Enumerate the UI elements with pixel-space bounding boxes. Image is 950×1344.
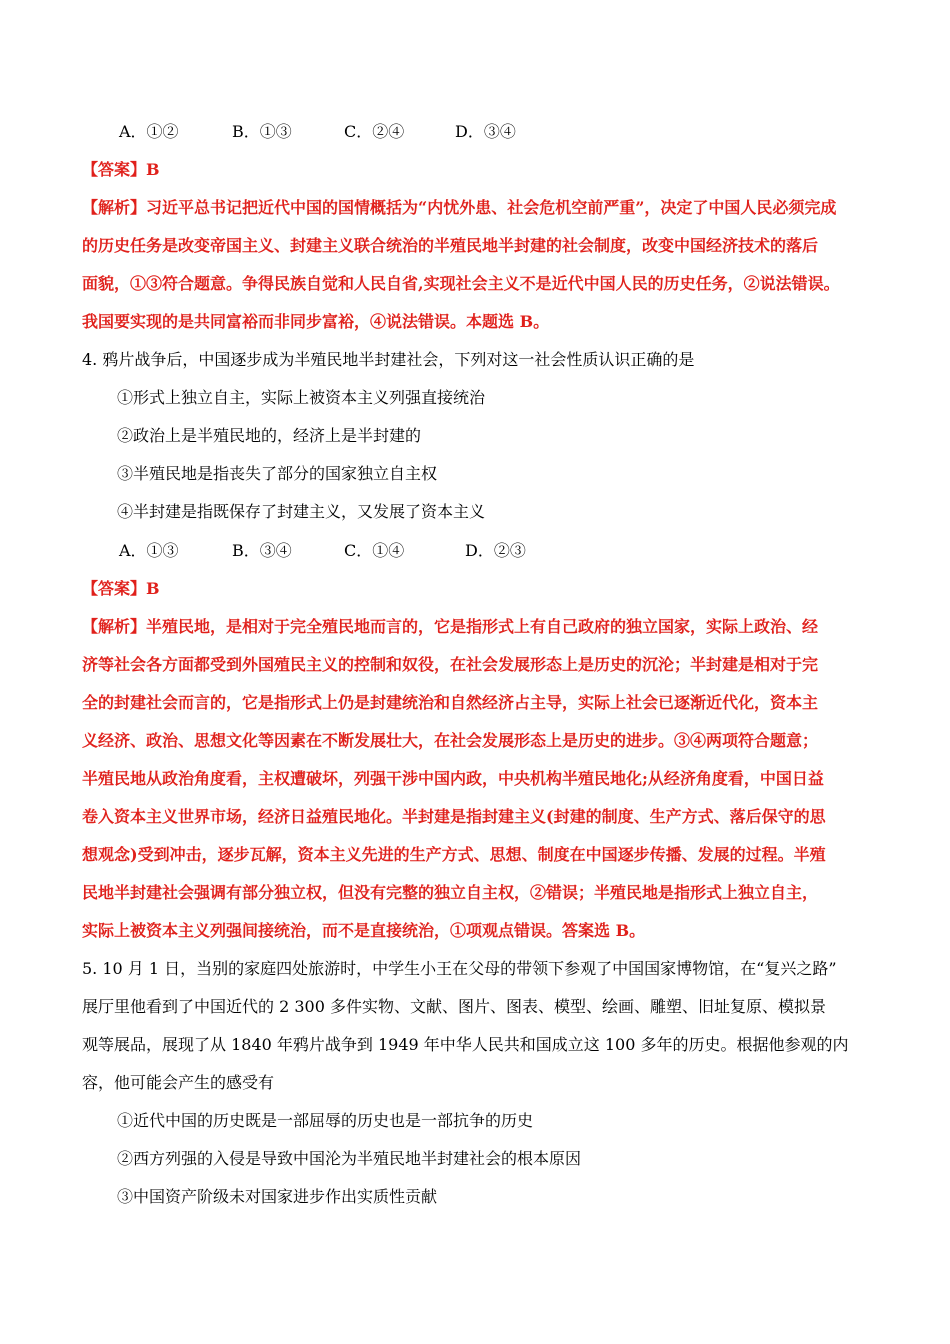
q4-analysis-line: 卷入资本主义世界市场，经济日益殖民地化。半封建是指封建主义(封建的制度、生产方式、落后保守的思	[82, 807, 826, 826]
q4-analysis-line: 义经济、政治、思想文化等因素在不断发展壮大，在社会发展形态上是历史的进步。③④两项符合题意；	[82, 731, 819, 750]
q4-analysis-line: 实际上被资本主义列强间接统治，而不是直接统治，①项观点错误。答案选 B。	[82, 921, 646, 940]
q5-stem-line: 观等展品，展现了从 1840 年鸦片战争到 1949 年中华人民共和国成立这 100 多年的历史。根据他参观的内	[82, 1035, 849, 1054]
q5-item: ③中国资产阶级未对国家进步作出实质性贡献	[117, 1187, 438, 1206]
q3-option-d: D．③④	[455, 122, 516, 141]
q4-item: ①形式上独立自主，实际上被资本主义列强直接统治	[117, 388, 486, 407]
q4-analysis-line: 半殖民地从政治角度看，主权遭破坏，列强干涉中国内政，中央机构半殖民地化;从经济角度看，中国日益	[82, 769, 824, 788]
q3-analysis-line: 面貌，①③符合题意。争得民族自觉和人民自省,实现社会主义不是近代中国人民的历史任务，②说法错误。	[82, 274, 840, 293]
q5-stem-line: 5. 10 月 1 日，当别的家庭四处旅游时，中学生小王在父母的带领下参观了中国国家博物馆，在“复兴之路”	[82, 959, 837, 978]
q4-stem: 4. 鸦片战争后，中国逐步成为半殖民地半封建社会，下列对这一社会性质认识正确的是	[82, 350, 695, 369]
q4-analysis-line: 【解析】半殖民地，是相对于完全殖民地而言的，它是指形式上有自己政府的独立国家，实际上政治、经	[82, 617, 819, 636]
q3-analysis-line: 的历史任务是改变帝国主义、封建主义联合统治的半殖民地半封建的社会制度，改变中国经济技术的落后	[82, 236, 819, 255]
q4-analysis-line: 想观念)受到冲击，逐步瓦解，资本主义先进的生产方式、思想、制度在中国逐步传播、发展的过程。半殖	[82, 845, 826, 864]
q4-analysis-line: 济等社会各方面都受到外国殖民主义的控制和奴役，在社会发展形态上是历史的沉沦；半封建是相对于完	[82, 655, 819, 674]
q3-answer: 【答案】B	[82, 160, 160, 179]
q3-option-c: C．②④	[344, 122, 405, 141]
q5-stem-line: 容，他可能会产生的感受有	[82, 1073, 275, 1092]
q3-option-b: B．①③	[232, 122, 292, 141]
q4-option-b: B．③④	[232, 541, 292, 560]
q3-analysis-line: 【解析】习近平总书记把近代中国的国情概括为“内忧外患、社会危机空前严重”，决定了中国人民必须完成	[82, 198, 837, 217]
q4-option-d: D．②③	[465, 541, 526, 560]
q5-item: ①近代中国的历史既是一部屈辱的历史也是一部抗争的历史	[117, 1111, 534, 1130]
q5-item: ②西方列强的入侵是导致中国沦为半殖民地半封建社会的根本原因	[117, 1149, 582, 1168]
q4-option-a: A．①③	[119, 541, 179, 560]
q4-option-c: C．①④	[344, 541, 405, 560]
q4-item: ④半封建是指既保存了封建主义，又发展了资本主义	[117, 502, 486, 521]
q3-analysis-line: 我国要实现的是共同富裕而非同步富裕，④说法错误。本题选 B。	[82, 312, 550, 331]
q3-option-a: A．①②	[119, 122, 179, 141]
q4-answer: 【答案】B	[82, 579, 160, 598]
q4-analysis-line: 全的封建社会而言的，它是指形式上仍是封建统治和自然经济占主导，实际上社会已逐渐近代化，资本主	[82, 693, 819, 712]
q4-item: ②政治上是半殖民地的，经济上是半封建的	[117, 426, 422, 445]
q4-analysis-line: 民地半封建社会强调有部分独立权，但没有完整的独立自主权，②错误；半殖民地是指形式上独立自主，	[82, 883, 819, 902]
q5-stem-line: 展厅里他看到了中国近代的 2 300 多件实物、文献、图片、图表、模型、绘画、雕塑、旧址复原、模拟景	[82, 997, 826, 1016]
q4-item: ③半殖民地是指丧失了部分的国家独立自主权	[117, 464, 438, 483]
